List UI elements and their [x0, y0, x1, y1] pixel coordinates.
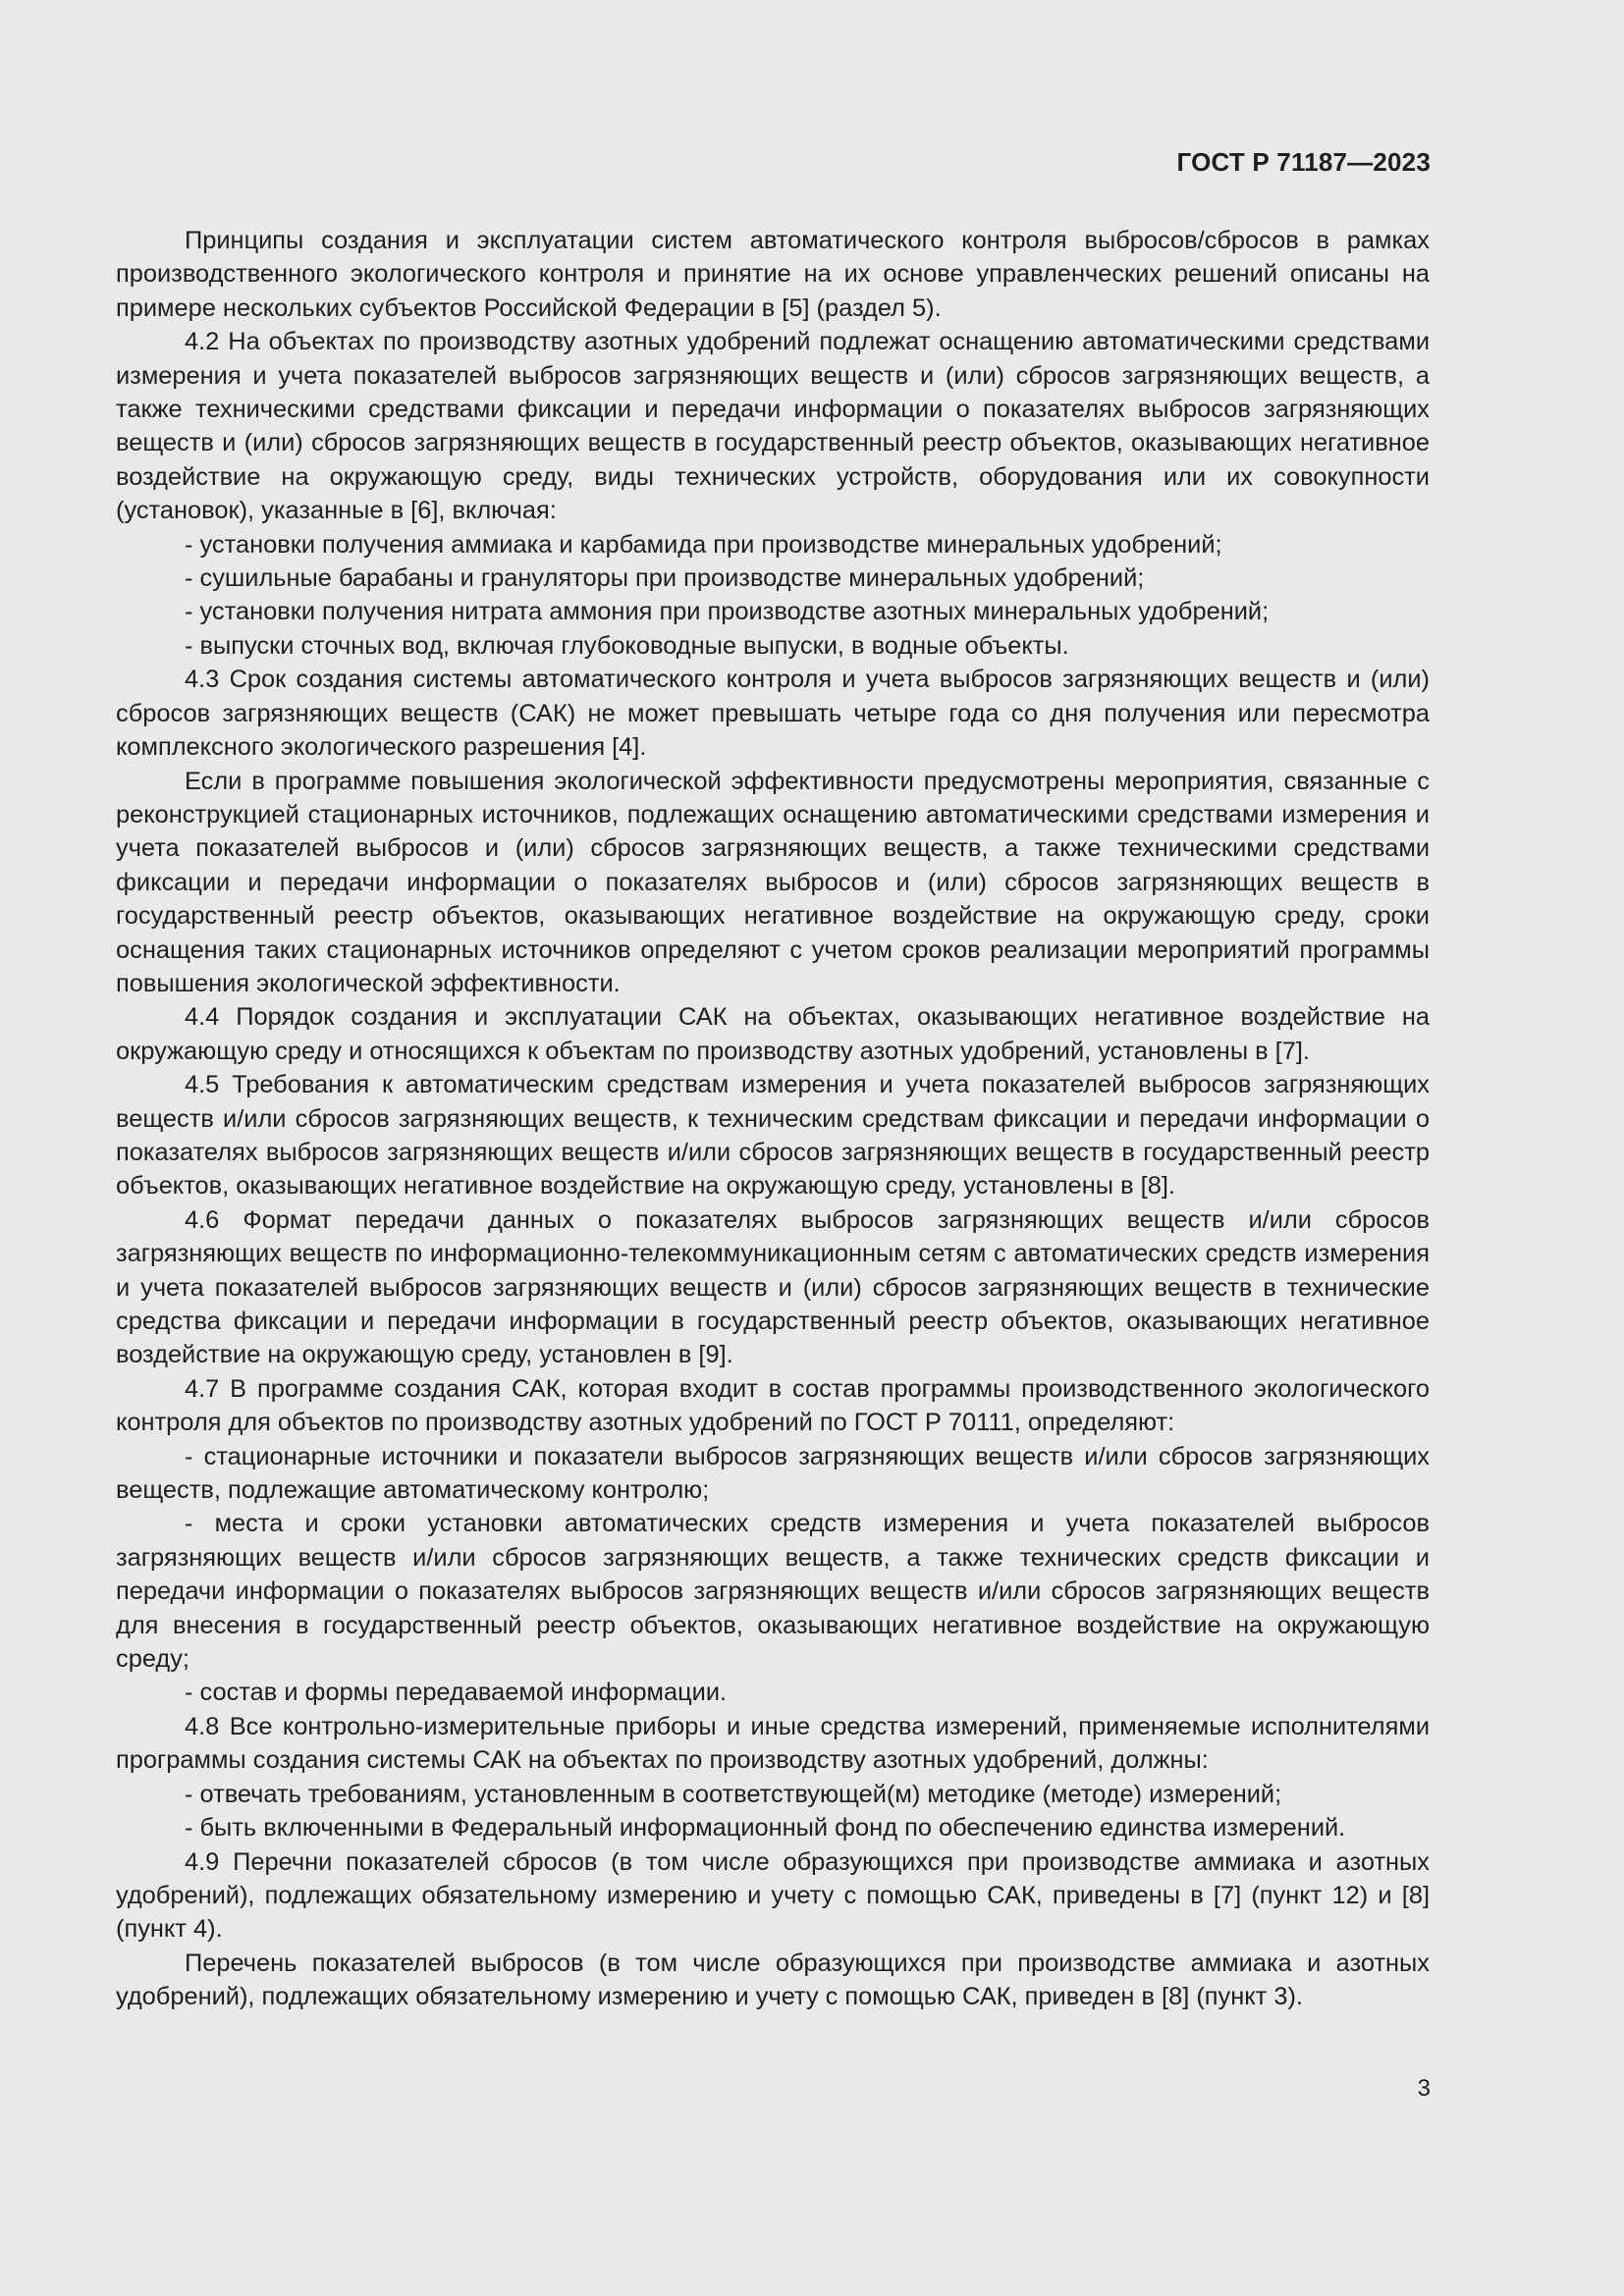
list-item: - установки получения аммиака и карбамида при производстве минеральных удобрений;	[185, 530, 1222, 559]
paragraph: - стационарные источники и показатели выбросов загрязняющих веществ и/или сбросов загрязняющих веществ, подлежащие автоматическому контролю;	[116, 1442, 1430, 1505]
list-item: - состав и формы передаваемой информации.	[185, 1679, 728, 1707]
list-item: - выпуски сточных вод, включая глубоководные выпуски, в водные объекты.	[185, 631, 1069, 660]
paragraph: 4.9 Перечни показателей сбросов (в том числе образующихся при производстве аммиака и азотных удобрений), подлежащих обязательному измерению и учету с помощью САК, приведены в [7] (пункт 12) и [8] (пункт 4).	[116, 1847, 1430, 1944]
paragraph: - быть включенными в Федеральный информационный фонд по обеспечению единства измерений.	[185, 1814, 1346, 1842]
paragraph: 4.7 В программе создания САК, которая входит в состав программы производственного экологического контроля для объектов по производству азотных удобрений по ГОСТ Р 70111, определяют:	[116, 1374, 1430, 1437]
paragraph: Перечень показателей выбросов (в том числе образующихся при производстве аммиака и азотных удобрений), подлежащих обязательному измерению и учету с помощью САК, приведен в [8] (пункт 3).	[116, 1949, 1430, 2011]
paragraph: Если в программе повышения экологической эффективности предусмотрены мероприятия, связанные с реконструкцией стационарных источников, подлежащих оснащению автоматическими средствами измерения и учета показателей выбросов и (или) сбросов загрязняющих веществ, а также техническими средствами фиксации и передачи информации о показателях выбросов и (или) сбросов загрязняющих веществ в государственный реестр объектов, оказывающих негативное воздействие на окружающую среду, сроки оснащения таких стационарных источников определяют с учетом сроков реализации мероприятий программы повышения экологической эффективности.	[116, 767, 1430, 997]
paragraph: 4.5 Требования к автоматическим средствам измерения и учета показателей выбросов загрязняющих веществ и/или сбросов загрязняющих веществ, к техническим средствам фиксации и передачи информации о показателях выбросов загрязняющих веществ и/или сбросов загрязняющих веществ в государственный реестр объектов, оказывающих негативное воздействие на окружающую среду, установлены в [8].	[116, 1071, 1430, 1201]
standard-code-header: ГОСТ Р 71187—2023	[1176, 147, 1431, 177]
page-number: 3	[1417, 2075, 1431, 2102]
paragraph: 4.4 Порядок создания и эксплуатации САК на объектах, оказывающих негативное воздействие на окружающую среду и относящихся к объектам по производству азотных удобрений, установлены в [7].	[116, 1003, 1430, 1065]
paragraph: 4.8 Все контрольно-измерительные приборы и иные средства измерений, применяемые исполнителями программы создания системы САК на объектах по производству азотных удобрений, должны:	[116, 1712, 1430, 1775]
document-body	[116, 224, 1430, 2014]
list-item: - сушильные барабаны и грануляторы при производстве минеральных удобрений;	[185, 564, 1145, 593]
paragraph: - места и сроки установки автоматических средств измерения и учета показателей выбросов загрязняющих веществ и/или сбросов загрязняющих веществ, а также технических средств фиксации и передачи информации о показателях выбросов загрязняющих веществ и/или сбросов загрязняющих веществ для внесения в государственный реестр объектов, оказывающих негативное воздействие на окружающую среду;	[116, 1510, 1430, 1674]
paragraph: 4.2 На объектах по производству азотных удобрений подлежат оснащению автоматическими средствами измерения и учета показателей выбросов загрязняющих веществ и (или) сбросов загрязняющих веществ, а также техническими средствами фиксации и передачи информации о показателях выбросов загрязняющих веществ и (или) сбросов загрязняющих веществ в государственный реестр объектов, оказывающих негативное воздействие на окружающую среду, виды технических устройств, оборудования или их совокупности (установок), указанные в [6], включая:	[116, 328, 1430, 525]
paragraph: Принципы создания и эксплуатации систем автоматического контроля выбросов/сбросов в рамках производственного экологического контроля и принятие на их основе управленческих решений описаны на примере нескольких субъектов Российской Федерации в [5] (раздел 5).	[116, 227, 1430, 322]
list-item: - отвечать требованиям, установленным в соответствующей(м) методике (методе) измерений;	[185, 1780, 1282, 1808]
paragraph: 4.6 Формат передачи данных о показателях выбросов загрязняющих веществ и/или сбросов загрязняющих веществ по информационно-телекоммуникационным сетям с автоматических средств измерения и учета показателей выбросов загрязняющих веществ и (или) сбросов загрязняющих веществ в технические средства фиксации и передачи информации в государственный реестр объектов, оказывающих негативное воздействие на окружающую среду, установлен в [9].	[116, 1205, 1430, 1369]
paragraph: 4.3 Срок создания системы автоматического контроля и учета выбросов загрязняющих веществ и (или) сбросов загрязняющих веществ (САК) не может превышать четыре года со дня получения или пересмотра комплексного экологического разрешения [4].	[116, 666, 1430, 762]
list-item: - установки получения нитрата аммония при производстве азотных минеральных удобрений;	[185, 598, 1270, 626]
